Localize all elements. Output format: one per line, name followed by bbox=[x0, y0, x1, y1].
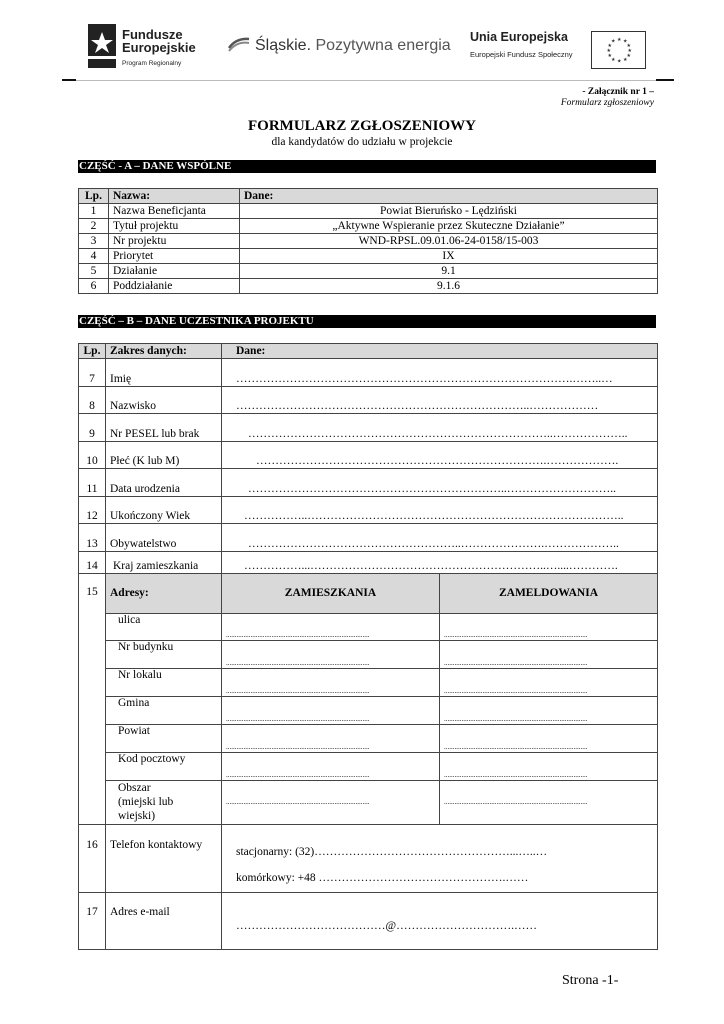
form-subtitle: dla kandydatów do udziału w projekcie bbox=[271, 136, 453, 148]
nr-lokalu-zamieszkania-field[interactable]: .................................................................................. bbox=[222, 669, 440, 697]
zameldowania-header: ZAMELDOWANIA bbox=[440, 574, 658, 614]
obszar-zamieszkania-field[interactable]: .................................................................................. bbox=[222, 781, 440, 825]
powiat-zameldowania-field[interactable]: .................................................................................. bbox=[440, 725, 658, 753]
address-row-nr-budynku: Nr budynku .................................................................................. .................................................................................. bbox=[79, 641, 658, 669]
attachment-number: - Załącznik nr 1 – bbox=[582, 87, 654, 97]
ulica-zamieszkania-field[interactable]: .................................................................................. bbox=[222, 614, 440, 641]
address-row-obszar: Obszar (miejski lub wiejski) .................................................................................. .................................................................................. bbox=[79, 781, 658, 825]
ulica-zameldowania-field[interactable]: .................................................................................. bbox=[440, 614, 658, 641]
svg-text:★: ★ bbox=[611, 39, 616, 45]
powiat-zamieszkania-field[interactable]: .................................................................................. bbox=[222, 725, 440, 753]
address-header-row: 15 Adresy: ZAMIESZKANIA ZAMELDOWANIA bbox=[79, 574, 658, 614]
address-row-nr-lokalu: Nr lokalu .................................................................................. .................................................................................. bbox=[79, 669, 658, 697]
participant-row-kraj: 14 Kraj zamieszkania ……………...……………………………………………………..…....…………. bbox=[79, 552, 658, 574]
slaskie-logo: Śląskie. Pozytywna energia bbox=[228, 36, 451, 55]
participant-row-pesel: 9 Nr PESEL lub brak ……………………………………………………………………..……………….. bbox=[79, 414, 658, 442]
header-divider bbox=[62, 80, 674, 81]
obywatelstwo-field[interactable]: ………………………………………………..………………….……………….. bbox=[222, 524, 658, 552]
table-row: 3 Nr projektu WND-RPSL.09.01.06-24-0158/15-003 bbox=[79, 234, 658, 249]
section-a-table: Lp. Nazwa: Dane: 1 Nazwa Beneficjanta Powiat Bieruńsko - Lędziński 2 Tytuł projektu „Aktywne Wspieranie przez Skuteczne Działanie” 3 Nr projektu WND-RPSL.09.01.06-24-0158/15-003 4 Priorytet IX 5 Działanie 9.1 6 Poddziałanie 9.1.6 bbox=[78, 188, 658, 294]
participant-row-plec: 10 Płeć (K lub M) ………………………………………………………………….………………. bbox=[79, 442, 658, 469]
nr-lokalu-zameldowania-field[interactable]: .................................................................................. bbox=[440, 669, 658, 697]
obszar-zameldowania-field[interactable]: .................................................................................. bbox=[440, 781, 658, 825]
gmina-zamieszkania-field[interactable]: .................................................................................. bbox=[222, 697, 440, 725]
svg-text:★: ★ bbox=[623, 58, 628, 63]
section-a-heading: CZĘŚĆ - A – DANE WSPÓLNE bbox=[78, 160, 656, 173]
address-row-kod-pocztowy: Kod pocztowy .................................................................................. .................................................................................. bbox=[79, 753, 658, 781]
unia-europejska-logo: Unia Europejska Europejski Fundusz Społeczny bbox=[470, 30, 573, 59]
kod-pocztowy-zameldowania-field[interactable]: .................................................................................. bbox=[440, 753, 658, 781]
mobile-field[interactable]: komórkowy: +48 ………………………………………….…… bbox=[236, 872, 529, 884]
participant-row-nazwisko: 8 Nazwisko …………………………………………………………………..……………… bbox=[79, 387, 658, 414]
participant-row-imie: 7 Imię …………………………………………………………………………….……..… bbox=[79, 359, 658, 387]
table-row: 4 Priorytet IX bbox=[79, 249, 658, 264]
section-b-heading: CZĘŚĆ – B – DANE UCZESTNIKA PROJEKTU bbox=[78, 315, 656, 328]
svg-text:★: ★ bbox=[617, 59, 622, 65]
section-b-table: Lp. Zakres danych: Dane: 7 Imię …………………………………………………………………………….……..… 8 Nazwisko …………………………………………………………………..……………… 9 Nr PESEL lub brak ……………………………………………………………………..……………….. 10 Płeć (K lub M) ………………………………………………………………….………………. 11 Data urodzenia …………………………………………………………..……………………….. 12 Ukończony Wiek ……………..……………………………………………………………………….. 13 Obywatelstwo ………………………………………………..………………….……………….. 14 Kraj zamieszkania ……………...……………………………………………………..…....…………. 15 Adresy: ZAMIESZKANIA ZAMELDOWANIA ulica .................................................................................. .................................................................................. Nr budynku .................................................................................. .................................................................................. Nr lokalu .................................................................................. .................................................................................. Gmina .................................................................................. .................................................................................. Powiat .................................................................................. .................................................................................. Kod pocztowy .................................................................................. .................................................................................. Obszar (miejski lub wiejski) .................................................................................. .................................................................................. 16 Telefon kontaktowy stacjonarny: (32)……………………………………………...…..… komórkowy: +48 ………………………………………….…… 17 Adres e-mail …………………………………@………………………….…… bbox=[78, 343, 658, 950]
zamieszkania-header: ZAMIESZKANIA bbox=[222, 574, 440, 614]
data-urodzenia-field[interactable]: …………………………………………………………..……………………….. bbox=[222, 469, 658, 497]
table-row: 2 Tytuł projektu „Aktywne Wspieranie przez Skuteczne Działanie” bbox=[79, 219, 658, 234]
svg-text:★: ★ bbox=[617, 38, 622, 43]
fe-star-icon bbox=[88, 24, 116, 68]
imie-field[interactable]: …………………………………………………………………………….……..… bbox=[222, 359, 658, 387]
form-title: FORMULARZ ZGŁOSZENIOWY bbox=[248, 118, 476, 134]
table-row: 1 Nazwa Beneficjanta Powiat Bieruńsko - Lędziński bbox=[79, 204, 658, 219]
nr-budynku-zamieszkania-field[interactable]: .................................................................................. bbox=[222, 641, 440, 669]
email-row: 17 Adres e-mail …………………………………@………………………….…… bbox=[79, 893, 658, 950]
svg-text:★: ★ bbox=[607, 44, 612, 49]
address-row-powiat: Powiat .................................................................................. .................................................................................. bbox=[79, 725, 658, 753]
plec-field[interactable]: ………………………………………………………………….………………. bbox=[222, 442, 658, 469]
gmina-zameldowania-field[interactable]: .................................................................................. bbox=[440, 697, 658, 725]
landline-field[interactable]: stacjonarny: (32)……………………………………………...…..… bbox=[236, 846, 548, 858]
svg-text:★: ★ bbox=[623, 39, 628, 45]
nazwisko-field[interactable]: …………………………………………………………………..……………… bbox=[222, 387, 658, 414]
svg-text:★: ★ bbox=[626, 44, 631, 49]
svg-text:★: ★ bbox=[607, 54, 612, 59]
participant-row-wiek: 12 Ukończony Wiek ……………..……………………………………………………………………….. bbox=[79, 497, 658, 524]
table-row: 5 Działanie 9.1 bbox=[79, 264, 658, 279]
svg-text:★: ★ bbox=[606, 49, 611, 54]
fundusze-europejskie-logo: Fundusze Europejskie Program Regionalny bbox=[88, 22, 208, 70]
page-number: Strona -1- bbox=[562, 973, 619, 988]
kraj-field[interactable]: ……………...……………………………………………………..…....…………. bbox=[222, 552, 658, 574]
eu-flag-icon bbox=[591, 31, 646, 69]
phone-row: 16 Telefon kontaktowy stacjonarny: (32)……………………………………………...…..… komórkowy: +48 ………………………………………….…… bbox=[79, 825, 658, 893]
address-row-ulica: ulica .................................................................................. .................................................................................. bbox=[79, 614, 658, 641]
kod-pocztowy-zamieszkania-field[interactable]: .................................................................................. bbox=[222, 753, 440, 781]
slaskie-ribbon-icon bbox=[228, 36, 250, 52]
table-row: 6 Poddziałanie 9.1.6 bbox=[79, 279, 658, 294]
email-field[interactable]: …………………………………@………………………….…… bbox=[222, 893, 658, 950]
svg-text:★: ★ bbox=[611, 58, 616, 63]
participant-row-obywatelstwo: 13 Obywatelstwo ………………………………………………..………………….……………….. bbox=[79, 524, 658, 552]
svg-text:★: ★ bbox=[627, 49, 632, 54]
svg-text:★: ★ bbox=[626, 54, 631, 59]
participant-row-data-urodzenia: 11 Data urodzenia …………………………………………………………..……………………….. bbox=[79, 469, 658, 497]
attachment-name: Formularz zgłoszeniowy bbox=[560, 98, 654, 108]
pesel-field[interactable]: ……………………………………………………………………..……………….. bbox=[222, 414, 658, 442]
nr-budynku-zameldowania-field[interactable]: .................................................................................. bbox=[440, 641, 658, 669]
wiek-field[interactable]: ……………..……………………………………………………………………….. bbox=[222, 497, 658, 524]
address-row-gmina: Gmina .................................................................................. .................................................................................. bbox=[79, 697, 658, 725]
